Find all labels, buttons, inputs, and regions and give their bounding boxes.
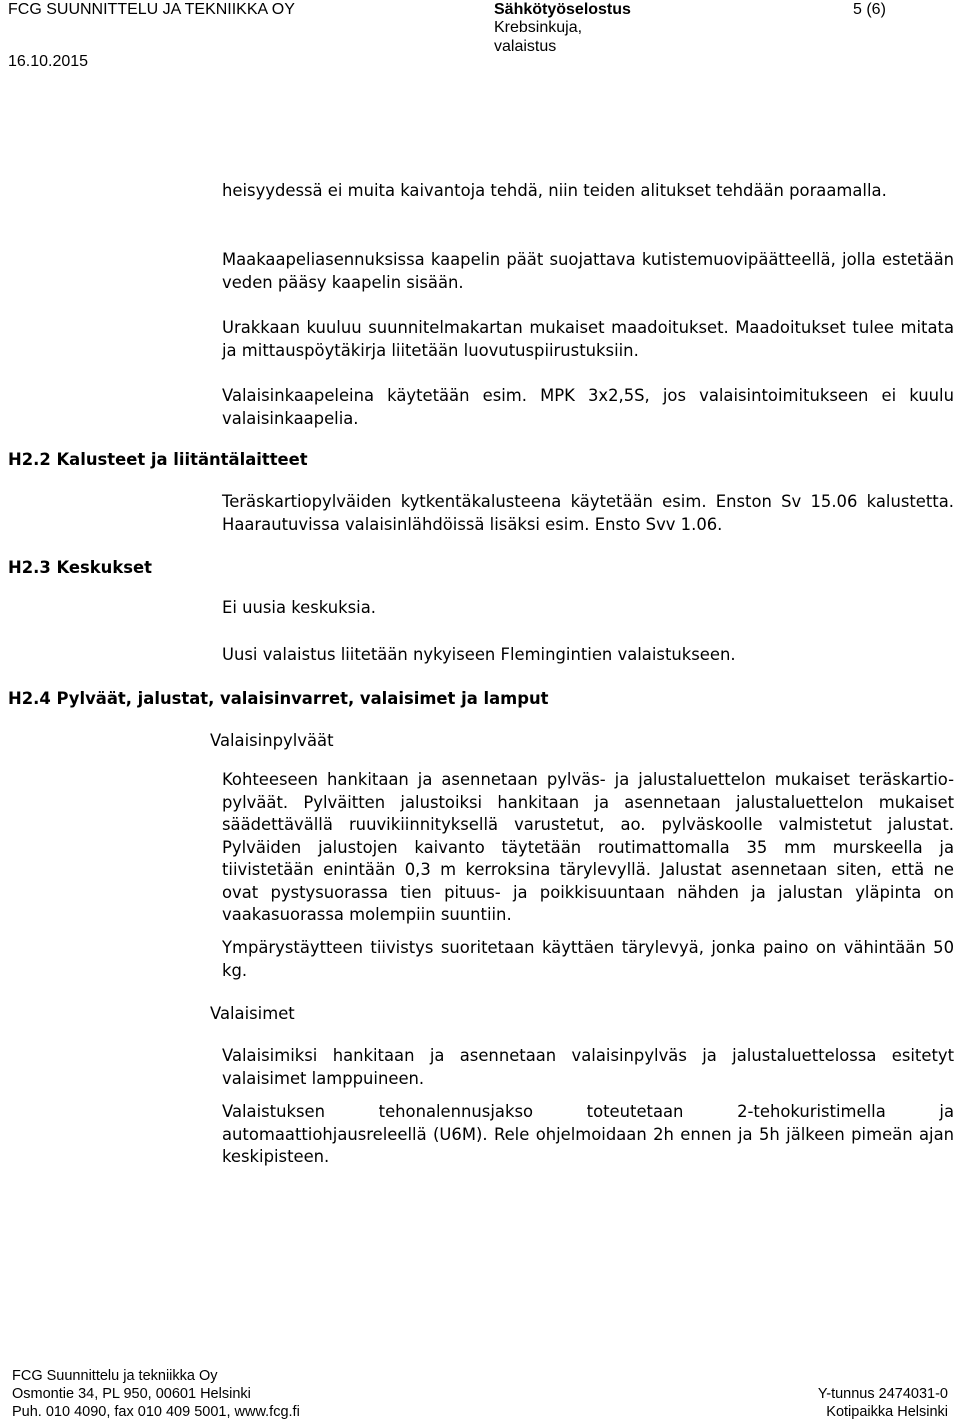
footer-contact: Puh. 010 4090, fax 010 409 5001, www.fcg.fi (12, 1404, 300, 1420)
project-name-line2: valaistus (494, 38, 557, 55)
paragraph-drilling: heisyydessä ei muita kaivantoja tehdä, niin teiden alitukset tehdään poraamalla. (222, 181, 887, 200)
section-heading-h22: H2.2 Kalusteet ja liitäntälaitteet (8, 450, 308, 469)
paragraph-luminaires: Valaisimiksi hankitaan ja asennetaan valaisinpylväs ja jalustaluettelossa esitetyt valaisimet lamppuineen. (222, 1046, 954, 1088)
paragraph-poles: Kohteeseen hankitaan ja asennetaan pylväs- ja jalustaluettelon mukaiset teräskartio-pylväät. Pylväitten jalustoiksi hankitaan ja asennetaan jalustaluettelon mukaiset säädettävällä ruuvikiinnityksellä varustetut, ao. pylväskoolle valmistetut jalustat. Pylväiden jalustojen kaivanto täytetään routimattomalla 35 mm murskeella ja tiivistetään enintään 0,3 m kerroksina tärylevyllä. Jalustat asennetaan siten, että ne ovat pystysuorassa tien pituus- ja poikkisuuntaan nähden ja jalustan yläpinta on vaakasuorassa molempiin suuntiin. (222, 770, 954, 924)
paragraph-fittings: Teräskartiopylväiden kytkentäkalusteena käytetään esim. Enston Sv 15.06 kalustetta. Haarautuvissa valaisinlähdöissä lisäksi esim. Ensto Svv 1.06. (222, 492, 954, 534)
footer-company: FCG Suunnittelu ja tekniikka Oy (12, 1368, 218, 1384)
paragraph-no-new-centres: Ei uusia keskuksia. (222, 598, 376, 617)
subheading-luminaires: Valaisimet (210, 1004, 295, 1023)
footer-address: Osmontie 34, PL 950, 00601 Helsinki (12, 1386, 251, 1402)
subheading-poles: Valaisinpylväät (210, 731, 334, 750)
paragraph-compaction: Ympärystäytteen tiivistys suoritetaan käyttäen tärylevyä, jonka paino on vähintään 50 kg. (222, 938, 954, 980)
document-title: Sähkötyöselostus (494, 1, 631, 18)
section-heading-h23: H2.3 Keskukset (8, 558, 152, 577)
footer-domicile: Kotipaikka Helsinki (826, 1404, 948, 1420)
document-date: 16.10.2015 (8, 53, 89, 70)
paragraph-cable-ends: Maakaapeliasennuksissa kaapelin päät suojattava kutistemuovipäätteellä, jolla estetään veden pääsy kaapelin sisään. (222, 250, 954, 292)
footer-business-id: Y-tunnus 2474031-0 (817, 1386, 948, 1402)
paragraph-power-reduction: Valaistuksen tehonalennusjakso toteutetaan 2-tehokuristimella ja automaattiohjausreleellä (U6M). Rele ohjelmoidaan 2h ennen ja 5h jälkeen pimeän ajan keskipisteen. (222, 1102, 954, 1166)
section-heading-h24: H2.4 Pylväät, jalustat, valaisinvarret, valaisimet ja lamput (8, 689, 549, 708)
paragraph-grounding: Urakkaan kuuluu suunnitelmakartan mukaiset maadoitukset. Maadoitukset tulee mitata ja mittauspöytäkirja liitetään luovutuspiirustuksiin. (222, 318, 954, 360)
project-name-line1: Krebsinkuja, (494, 19, 583, 36)
paragraph-connection: Uusi valaistus liitetään nykyiseen Flemingintien valaistukseen. (222, 645, 736, 664)
page-number: 5 (6) (853, 1, 886, 18)
paragraph-luminaire-cables: Valaisinkaapeleina käytetään esim. MPK 3x2,5S, jos valaisintoimitukseen ei kuulu valaisinkaapelia. (222, 386, 954, 428)
company-name: FCG SUUNNITTELU JA TEKNIIKKA OY (8, 1, 295, 18)
